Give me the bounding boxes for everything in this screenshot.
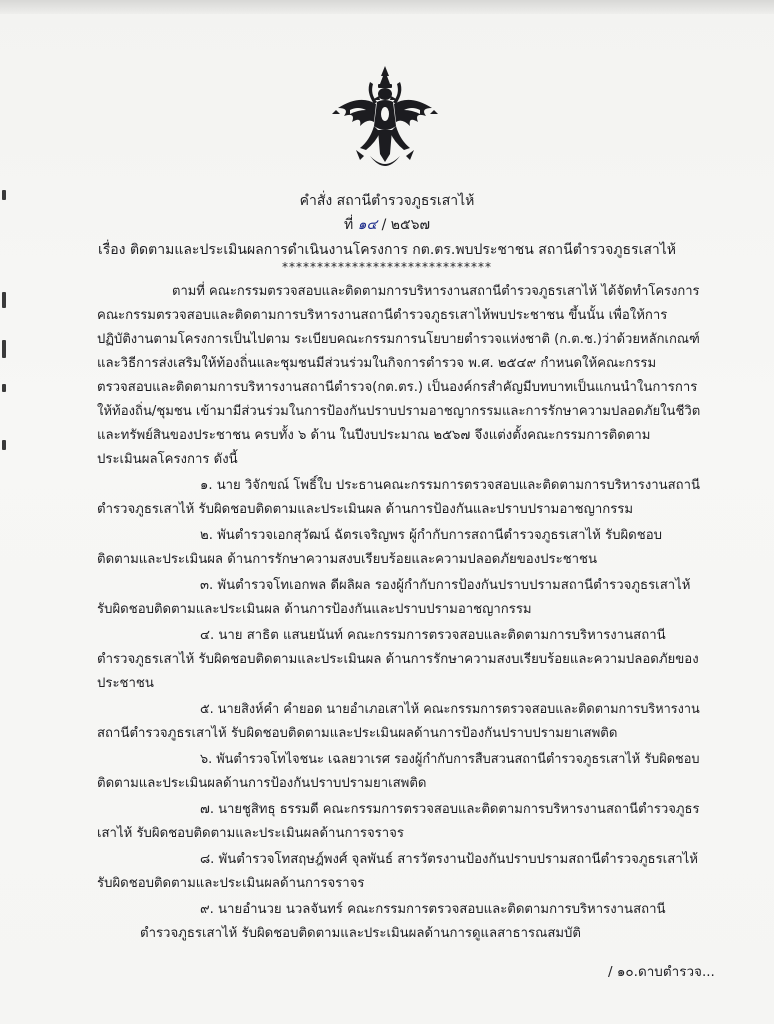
list-item-2-line: ติดตามและประเมินผล ด้านการรักษาความสงบเรียบร้อยและความปลอดภัยของประชาชน xyxy=(97,552,598,567)
order-title: คำสั่ง สถานีตำรวจภูธรเสาไห้ xyxy=(299,193,475,209)
order-number xyxy=(0,214,774,236)
body-line: คณะกรรมตรวจสอบและติดตามการบริหารงานสถานีตำรวจภูธรเสาไห้พบประชาชน ขึ้นนั้น เพื่อให้การ xyxy=(97,308,668,323)
body-line: และวิธีการส่งเสริมให้ท้องถิ่นและชุมชนมีส่วนร่วมในกิจการตำรวจ พ.ศ. ๒๕๔๙ กำหนดให้คณะกรรม xyxy=(97,356,657,371)
list-item-9-line: ๙. นายอำนวย นวลจันทร์ คณะกรรมการตรวจสอบและติดตามการบริหารงานสถานี xyxy=(200,902,666,917)
order-number-prefix: ที่ xyxy=(343,217,354,233)
list-item-8-line: รับผิดชอบติดตามและประเมินผลด้านการจราจร xyxy=(97,876,365,891)
list-item-3-line: รับผิดชอบติดตามและประเมินผล ด้านการป้องกันและปราบปรามอาชญากรรม xyxy=(97,602,532,617)
body-line: ปฏิบัติงานตามโครงการเป็นไปตาม ระเบียบคณะกรรมการนโยบายตำรวจแห่งชาติ (ก.ต.ช.)ว่าด้วยหลักเกณฑ์ xyxy=(97,332,700,347)
list-item-4-line: ตำรวจภูธรเสาไห้ รับผิดชอบติดตามและประเมินผล ด้านการรักษาความสงบเรียบร้อยและความปลอดภัยของ xyxy=(97,652,699,667)
scan-top-edge xyxy=(0,0,774,14)
body-line: ตรวจสอบและติดตามการบริหารงานสถานีตำรวจ(กต.ตร.) เป็นองค์กรสำคัญมีบทบาทเป็นแกนนำในการการ xyxy=(97,380,698,395)
list-item-4-line: ๔. นาย สาธิต แสนยนันท์ คณะกรรมการตรวจสอบและติดตามการบริหารงานสถานี xyxy=(200,628,666,643)
continuation-footer: / ๑๐.ดาบตำรวจ... xyxy=(608,964,715,980)
body-line: ประเมินผลโครงการ ดังนี้ xyxy=(97,452,238,467)
list-item-1-line: ๑. นาย วิจักขณ์ โพธิ์ใบ ประธานคณะกรรมการตรวจสอบและติดตามการบริหารงานสถานี xyxy=(200,478,700,493)
scan-edge-mark xyxy=(2,340,6,358)
list-item-2-line: ๒. พันตำรวจเอกสุวัฒน์ ฉัตรเจริญพร ผู้กำกับการสถานีตำรวจภูธรเสาไห้ รับผิดชอบ xyxy=(200,528,662,543)
scan-edge-mark xyxy=(2,384,6,392)
separator-stars: ****************************** xyxy=(282,260,492,274)
body-line: ตามที่ คณะกรรมตรวจสอบและติดตามการบริหารงานสถานีตำรวจภูธรเสาไห้ ได้จัดทำโครงการ xyxy=(172,284,700,299)
list-item-5-line: สถานีตำรวจภูธรเสาไห้ รับผิดชอบติดตามและประเมินผลด้านการป้องกันปราบปรามยาเสพติด xyxy=(97,726,618,741)
scan-edge-mark xyxy=(2,440,6,450)
order-number-handwritten: ๑๔ xyxy=(357,217,378,233)
list-item-8-line: ๘. พันตำรวจโทสฤษฎ์พงศ์ จุลพันธ์ สารวัตรงานป้องกันปราบปรามสถานีตำรวจภูธรเสาไห้ xyxy=(200,852,698,867)
list-item-3-line: ๓. พันตำรวจโทเอกพล ดีผลิผล รองผู้กำกับการป้องกันปราบปรามสถานีตำรวจภูธรเสาไห้ xyxy=(200,578,691,593)
list-item-7-line: ๗. นายชูสิทธุ ธรรมดี คณะกรรมการตรวจสอบและติดตามการบริหารงานสถานีตำรวจภูธร xyxy=(200,802,700,817)
list-item-6-line: ติดตามและประเมินผลด้านการป้องกันปราบปรามยาเสพติด xyxy=(97,776,427,791)
scan-edge-mark xyxy=(2,292,6,308)
list-item-7-line: เสาไห้ รับผิดชอบติดตามและประเมินผลด้านการจราจร xyxy=(97,826,404,841)
garuda-emblem-icon xyxy=(330,64,440,176)
list-item-4-line: ประชาชน xyxy=(97,676,154,691)
list-item-1-line: ตำรวจภูธรเสาไห้ รับผิดชอบติดตามและประเมินผล ด้านการป้องกันและปราบปรามอาชญากรรม xyxy=(97,502,634,517)
order-number-year: / ๒๕๖๗ xyxy=(381,217,431,233)
body-line: ให้ท้องถิ่น/ชุมชน เข้ามามีส่วนร่วมในการป้องกันปราบปรามอาชญากรรมและการรักษาความปลอดภัยในชีวิต xyxy=(97,404,701,419)
list-item-6-line: ๖. พันตำรวจโทไจชนะ เฉลยวาเรศ รองผู้กำกับการสืบสวนสถานีตำรวจภูธรเสาไห้ รับผิดชอบ xyxy=(200,752,700,767)
order-subject: เรื่อง ติดตามและประเมินผลการดำเนินงานโครงการ กต.ตร.พบประชาชน สถานีตำรวจภูธรเสาไห้ xyxy=(97,242,677,258)
body-line: และทรัพย์สินของประชาชน ครบทั้ง ๖ ด้าน ในปีงบประมาณ ๒๕๖๗ จึงแต่งตั้งคณะกรรมการติดตาม xyxy=(97,428,651,443)
list-item-9-line: ตำรวจภูธรเสาไห้ รับผิดชอบติดตามและประเมินผลด้านการดูแลสาธารณสมบัติ xyxy=(140,926,581,941)
list-item-5-line: ๕. นายสิงห์คำ คำยอด นายอำเภอเสาไห้ คณะกรรมการตรวจสอบและติดตามการบริหารงาน xyxy=(200,702,700,717)
